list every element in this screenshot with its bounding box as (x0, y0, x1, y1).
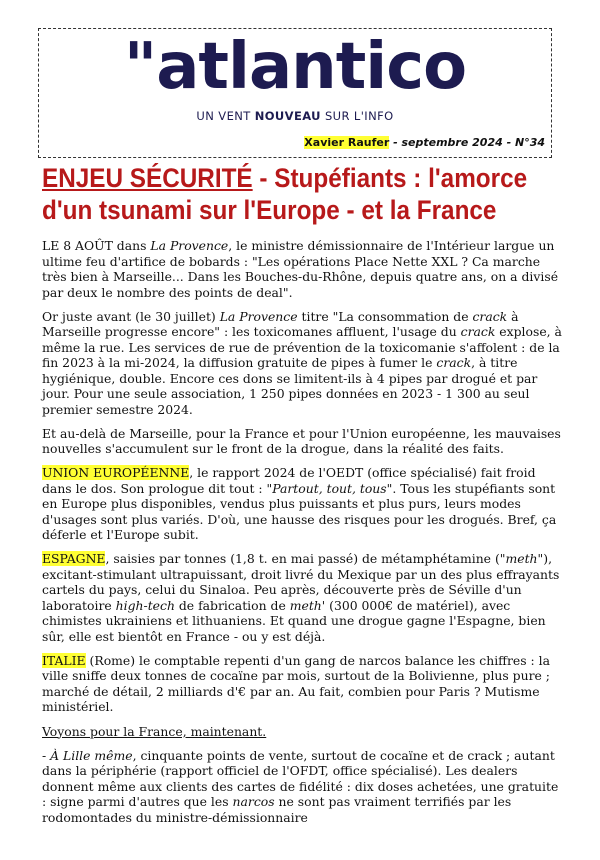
text-run: , saisies par tonnes (1,8 t. en mai passé) de métamphétamine (" (105, 551, 506, 567)
text-run: ". Tous les stupéfiants sont en Europe plus disponibles, vendus plus puissants et plus purs, leurs modes d'usages sont plus variés. D'où, une hausse des risques pour les drogués. Bref, ça déferle et l'Europe subit. (42, 480, 557, 543)
text-run-italic: high-tech (115, 597, 175, 613)
text-run-italic: meth' (289, 597, 326, 613)
paragraph-2 (42, 309, 562, 418)
text-run: , le rapport 2024 de l'OEDT (office spécialisé) fait froid dans le dos. Son prologue dit tout : " (42, 465, 536, 496)
text-run: explose, à même la rue. Les services de rue de prévention de la toxicomanie s'affolent : de la fin 2023 à la mi-2024, la diffusion gratuite de pipes à fumer le (42, 324, 562, 371)
highlight-italy: ITALIE (42, 652, 86, 668)
highlight-eu: UNION EUROPÉENNE (42, 465, 190, 481)
masthead-box (38, 28, 552, 158)
text-run: à Marseille progresse encore" : les toxicomanes affluent, l'usage du (42, 308, 519, 340)
text-run: titre "La consommation de (297, 308, 473, 324)
text-run: de fabrication de (174, 597, 290, 613)
text-run-italic: À Lille même (50, 747, 133, 763)
text-run-italic: meth (505, 551, 538, 567)
article-title (42, 162, 564, 226)
text-run: (300 000€ de matériel), avec chimistes ukrainiens et lithuaniens. Et quand une drogue gagne l'Espagne, bien sûr, elle est bientôt en France - ou y est déjà. (42, 597, 546, 644)
text-run-italic: Partout, tout, tous (272, 480, 387, 496)
text-run: Or juste avant (le 30 juillet) (42, 308, 220, 324)
text-run-italic: crack (436, 355, 472, 371)
logo-wordmark: atlantico (156, 30, 467, 104)
section-heading-france: Voyons pour la France, maintenant. (42, 723, 267, 739)
title-text: - Stupéfiants : l'amorce d'un tsunami sur l'Europe - et la France (42, 163, 528, 225)
tagline-part: SUR L'INFO (320, 109, 394, 123)
title-kicker: ENJEU SÉCURITÉ (42, 163, 253, 193)
paragraph-8 (42, 748, 562, 826)
text-run: , à titre hygiénique, double. Encore ces dons se limitent-ils à 4 pipes par drogué et par jour. Pour une seule association, 1 250 pipes données en 2023 - 1 300 au seul premier semestre 2024. (42, 355, 538, 417)
text-run: , le ministre démissionnaire de l'Intérieur largue un ultime feu d'artifice de bobards : "Les opérations Place Nette XXL ? Ca marche très bien à Marseille... Dans les Bouches-du-Rhône, depuis quatre ans, on a divisé par deux le nombre des points de deal". (42, 238, 559, 300)
tagline-bold: NOUVEAU (254, 109, 321, 123)
text-run-italic: La Provence (219, 308, 298, 324)
text-run-italic: crack (472, 308, 508, 324)
highlight-spain: ESPAGNE (42, 551, 106, 567)
atlantico-logo (39, 31, 551, 103)
paragraph-5 (42, 551, 562, 644)
logo-tagline (39, 109, 551, 123)
text-run: , cinquante points de vente, surtout de cocaïne et de crack ; autant dans la périphérie (rapport officiel de l'OFDT, office spécialisé). Les dealers donnent même aux clients des cartes de fidélité : dix doses achetées, une gratuite : signe parmi d'autres que les (42, 747, 559, 810)
tagline-part: UN VENT (196, 109, 255, 123)
byline (304, 136, 545, 149)
article-body (42, 238, 562, 834)
paragraph-4 (42, 465, 562, 543)
text-run: (Rome) le comptable repenti d'un gang de narcos balance les chiffres : la ville sniffe deux tonnes de cocaïne par mois, surtout de la Bolivienne, plus pure ; marché de détail, 2 milliards d'€ par an. Au fait, combien pour Paris ? Mutisme ministériel. (42, 652, 551, 715)
logo-quote-mark: " (123, 30, 157, 104)
text-run: - (42, 747, 51, 763)
paragraph-1 (42, 238, 562, 300)
text-run-italic: La Provence (150, 238, 229, 253)
text-run: LE 8 AOÛT dans (42, 238, 151, 253)
issue-meta: - septembre 2024 - N°34 (389, 136, 545, 149)
paragraph-3: Et au-delà de Marseille, pour la France et pour l'Union européenne, les mauvaises nouvelles s'accumulent sur le front de la drogue, dans la réalité des faits. (42, 425, 561, 457)
text-run-italic: crack (460, 324, 496, 340)
text-run: "), excitant-stimulant ultrapuissant, droit livré du Mexique par un des plus effrayants cartels du pays, celui du Sinaloa. Peu après, découverte près de Séville d'un laboratoire (42, 551, 560, 613)
author-name: Xavier Raufer (304, 136, 390, 149)
text-run: ne sont pas vraiment terrifiés par les rodomontades du ministre-démissionnaire (42, 794, 512, 825)
text-run-italic: narcos (232, 794, 275, 810)
paragraph-6 (42, 653, 562, 715)
